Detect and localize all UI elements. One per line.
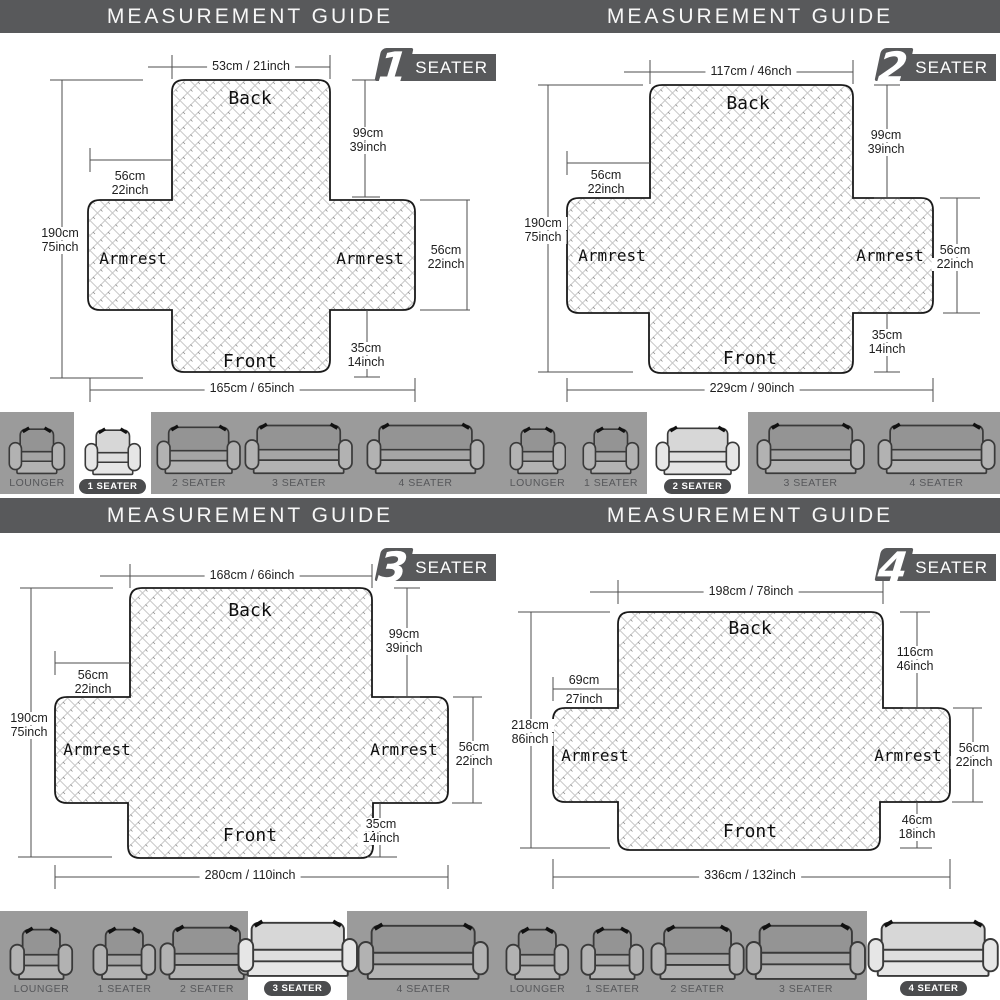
header-right: [500, 498, 1000, 533]
panel-3-seater: [0, 533, 500, 908]
dim-total-height-in: 75inch: [6, 726, 53, 739]
dim-top-width: 198cm / 78inch: [704, 585, 799, 598]
dim-armrest-width-cm: 56cm: [590, 168, 622, 182]
dim-armrest-height-cm: 56cm: [935, 244, 976, 257]
thumb-label: 4 SEATER: [909, 476, 964, 489]
thumb-3-seater[interactable]: [745, 911, 867, 1000]
thumb-label: LOUNGER: [509, 982, 566, 995]
dim-top-width: 53cm / 21inch: [207, 60, 295, 73]
thumb-3-seater[interactable]: [247, 412, 351, 494]
label-front: Front: [722, 348, 778, 369]
label-armrest-left: Armrest: [561, 746, 629, 765]
seater-badge-4: [876, 543, 996, 592]
thumb-label: 1 SEATER: [584, 476, 638, 489]
thumb-4-seater[interactable]: [351, 412, 500, 494]
wide-sofa-icon: [366, 422, 485, 476]
label-armrest-left: Armrest: [99, 249, 167, 268]
dim-front-height-cm: 35cm: [361, 818, 402, 831]
thumb-2-seater[interactable]: [151, 412, 247, 494]
page-title: MEASUREMENT GUIDE: [106, 4, 394, 28]
dim-bottom-width: 229cm / 90inch: [705, 382, 800, 395]
thumb-label: 1 SEATER: [585, 982, 640, 995]
page-title: MEASUREMENT GUIDE: [106, 503, 394, 527]
dim-front-height-in: 14inch: [864, 343, 911, 356]
header-right: [500, 0, 1000, 33]
dim-back-height-cm: 99cm: [348, 127, 389, 140]
thumb-label-selected: 1 SEATER: [79, 479, 147, 495]
page-title: MEASUREMENT GUIDE: [606, 4, 894, 28]
label-front: Front: [222, 825, 278, 846]
label-front: Front: [722, 821, 778, 842]
thumb-4-seater-selected[interactable]: [867, 908, 1000, 1000]
label-front: Front: [222, 351, 278, 372]
armchair-icon: [8, 426, 66, 476]
thumb-1-seater[interactable]: [83, 911, 166, 1000]
thumb-label: 3 SEATER: [779, 982, 833, 995]
header-bar-middle: [0, 498, 1000, 533]
label-armrest-left: Armrest: [63, 740, 131, 759]
thumb-lounger[interactable]: [500, 412, 575, 494]
thumb-3-seater-selected[interactable]: [248, 908, 347, 1000]
dim-bottom-width: 165cm / 65inch: [205, 382, 300, 395]
armchair-icon: [509, 426, 567, 476]
dim-total-height-in: 86inch: [507, 733, 554, 746]
sofa-icon: [237, 919, 359, 979]
thumb-label: 2 SEATER: [670, 982, 725, 995]
dim-top-width: 168cm / 66inch: [205, 569, 300, 582]
dim-back-height-cm: 99cm: [866, 129, 907, 142]
panel-4-seater: [500, 533, 1000, 908]
thumb-label: LOUNGER: [9, 476, 65, 489]
thumb-lounger[interactable]: [500, 911, 575, 1000]
dim-armrest-width-cm: 56cm: [114, 169, 146, 183]
armchair-icon: [92, 926, 157, 982]
thumb-label: 1 SEATER: [97, 982, 152, 995]
armchair-icon: [580, 926, 645, 982]
sofa-icon: [756, 422, 865, 476]
sofa-icon: [244, 422, 353, 476]
dim-armrest-height-in: 22inch: [951, 756, 998, 769]
dim-armrest-height-cm: 56cm: [454, 741, 495, 754]
dim-armrest-width-cm: 56cm: [77, 668, 109, 682]
thumb-2-seater-selected[interactable]: [647, 408, 748, 498]
dim-total-height-cm: 190cm: [36, 227, 84, 240]
header-left: [0, 0, 500, 33]
dim-top-width: 117cm / 46nch: [705, 65, 796, 78]
page-title: MEASUREMENT GUIDE: [606, 503, 894, 527]
thumb-label: 2 SEATER: [180, 982, 234, 995]
dim-armrest-width-in: 27inch: [561, 693, 608, 706]
wide-sofa-icon: [877, 422, 996, 476]
armchair-icon: [9, 926, 74, 982]
thumb-2-seater[interactable]: [166, 911, 248, 1000]
dim-front-height-in: 14inch: [343, 356, 390, 369]
thumb-label-selected: 3 SEATER: [264, 981, 332, 997]
badge-number: 2: [876, 43, 911, 92]
label-back: Back: [728, 618, 772, 639]
thumb-label: 3 SEATER: [783, 476, 838, 489]
thumb-3-seater[interactable]: [748, 412, 873, 494]
loveseat-icon: [156, 424, 241, 476]
label-back: Back: [228, 88, 272, 109]
thumb-1-seater[interactable]: [575, 412, 647, 494]
dim-armrest-height-in: 22inch: [451, 755, 498, 768]
panel-1-seater: [0, 33, 500, 408]
dim-front-height-cm: 46cm: [897, 814, 938, 827]
label-armrest-right: Armrest: [856, 246, 924, 265]
panel-2-seater: [500, 33, 1000, 408]
seater-badge-2: [876, 43, 996, 92]
dim-total-height-in: 75inch: [37, 241, 84, 254]
thumb-label: LOUNGER: [509, 476, 566, 489]
dim-back-height-in: 39inch: [863, 143, 910, 156]
label-back: Back: [726, 93, 770, 114]
loveseat-icon: [650, 924, 745, 982]
armchair-icon: [582, 426, 640, 476]
dim-total-height-in: 75inch: [520, 231, 567, 244]
badge-seater-label: SEATER: [403, 54, 496, 81]
thumb-label: 4 SEATER: [396, 982, 451, 995]
badge-number: 3: [376, 543, 411, 592]
dim-bottom-width: 336cm / 132inch: [699, 869, 801, 882]
size-selector-strip-top: [0, 412, 1000, 494]
badge-seater-label: SEATER: [403, 554, 496, 581]
label-armrest-right: Armrest: [370, 740, 438, 759]
badge-number: 4: [876, 543, 911, 592]
dim-front-height-cm: 35cm: [867, 329, 908, 342]
thumb-label: 4 SEATER: [398, 476, 453, 489]
thumb-4-seater[interactable]: [347, 911, 500, 1000]
thumb-2-seater[interactable]: [650, 911, 745, 1000]
armchair-icon: [84, 427, 142, 477]
thumb-1-seater-selected[interactable]: [74, 408, 151, 498]
dim-total-height-cm: 190cm: [519, 217, 567, 230]
size-selector-strip-bottom: [0, 911, 1000, 1000]
seater-badge-3: [376, 543, 496, 592]
thumb-lounger[interactable]: [0, 911, 83, 1000]
label-back: Back: [228, 600, 272, 621]
cover-diagram-3seater: [0, 533, 500, 908]
thumb-4-seater[interactable]: [873, 412, 1000, 494]
dim-armrest-height-in: 22inch: [427, 257, 465, 271]
dim-bottom-width: 280cm / 110inch: [200, 869, 301, 882]
header-left: [0, 498, 500, 533]
dim-front-height-in: 18inch: [894, 828, 941, 841]
header-bar-top: [0, 0, 1000, 33]
dim-total-height-cm: 190cm: [5, 712, 53, 725]
dim-armrest-height-cm: 56cm: [430, 243, 462, 257]
dim-armrest-height-in: 22inch: [932, 258, 979, 271]
dim-back-height-in: 39inch: [381, 642, 428, 655]
label-armrest-left: Armrest: [578, 246, 646, 265]
badge-seater-label: SEATER: [903, 554, 996, 581]
dim-back-height-cm: 116cm: [892, 646, 939, 659]
thumb-lounger[interactable]: [0, 412, 74, 494]
dim-total-height-cm: 218cm: [506, 719, 554, 732]
armchair-icon: [505, 926, 570, 982]
dim-front-height-in: 14inch: [358, 832, 405, 845]
thumb-label: LOUNGER: [13, 982, 70, 995]
dim-armrest-width-cm: 69cm: [564, 674, 605, 687]
thumb-label: 2 SEATER: [172, 476, 226, 489]
dim-armrest-width-in: 22inch: [74, 682, 112, 696]
badge-number: 1: [376, 43, 411, 92]
label-armrest-right: Armrest: [336, 249, 404, 268]
thumb-label-selected: 2 SEATER: [664, 479, 732, 495]
dim-armrest-width-in: 22inch: [111, 183, 149, 197]
dim-armrest-height-cm: 56cm: [954, 742, 995, 755]
label-armrest-right: Armrest: [874, 746, 942, 765]
thumb-1-seater[interactable]: [575, 911, 650, 1000]
dim-back-height-cm: 99cm: [384, 628, 425, 641]
loveseat-icon: [655, 425, 740, 477]
thumb-label-selected: 4 SEATER: [900, 981, 968, 997]
dim-front-height-cm: 35cm: [346, 342, 387, 355]
wide-sofa-icon: [357, 922, 489, 982]
dim-back-height-in: 39inch: [345, 141, 392, 154]
thumb-label: 3 SEATER: [272, 476, 326, 489]
seater-badge-1: [376, 43, 496, 92]
wide-sofa-icon: [867, 919, 999, 979]
badge-seater-label: SEATER: [903, 54, 996, 81]
dim-back-height-in: 46inch: [892, 660, 939, 673]
dim-armrest-width-in: 22inch: [587, 182, 625, 196]
sofa-icon: [745, 922, 867, 982]
